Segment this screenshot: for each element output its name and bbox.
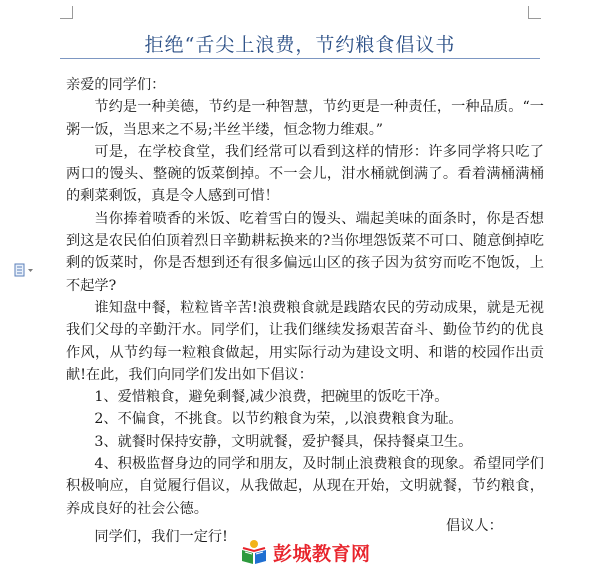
paragraph-1: 节约是一种美德，节约是一种智慧，节约更是一种责任，一种品质。“一粥一饭，当思来之不易;半丝半缕，恒念物力维艰。” <box>66 99 544 138</box>
proposal-item-4: 4、积极监督身边的同学和朋友，及时制止浪费粮食的现象。希望同学们积极响应，自觉履行倡议，从我做起，从现在开始，文明就餐，节约粮食，养成良好的社会公德。 <box>66 456 544 517</box>
proposal-item-3: 3、就餐时保持安静，文明就餐，爱护餐具，保持餐桌卫生。 <box>94 433 473 450</box>
title-underline <box>60 58 540 59</box>
closing-line: 同学们，我们一定行! <box>94 528 228 545</box>
site-logo <box>240 538 371 566</box>
crop-mark-top-right <box>528 6 541 19</box>
logo-text: 彭城教育网 <box>273 542 371 565</box>
paragraph-2: 可是，在学校食堂，我们经常可以看到这样的情形：许多同学将只吃了两口的馒头、整碗的饭菜倒掉。不一会儿，泔水桶就倒满了。看着满桶满桶的剩菜剩饭，真是令人感到可惜！ <box>66 143 544 205</box>
document-properties-icon[interactable] <box>14 263 36 277</box>
paragraph-3: 当你捧着喷香的米饭、吃着雪白的馒头、端起美味的面条时，你是否想到这是农民伯伯顶着烈日辛勤耕耘换来的?当你埋怨饭菜不可口、随意倒掉吃剩的饭菜时，你是否想到还有很多偏远山区的孩子因为贫穷而吃不饱饭，上不起学? <box>66 210 544 294</box>
proposal-item-2: 2、不偏食，不挑食。以节约粮食为荣，,以浪费粮食为耻。 <box>94 411 463 428</box>
book-icon <box>240 539 268 565</box>
proposal-item-1: 1、爱惜粮食，避免剩餐,减少浪费，把碗里的饭吃干净。 <box>94 389 449 406</box>
paragraph-4: 谁知盘中餐，粒粒皆辛苦!浪费粮食就是践踏农民的劳动成果，就是无视我们父母的辛勤汗水。同学们，让我们继续发扬艰苦奋斗、勤俭节约的优良作风，从节约每一粒粮食做起，用实际行动为建设文明、和谐的校园作出贡献!在此，我们向同学们发出如下倡议： <box>66 299 544 383</box>
document-title: 拒绝“舌尖上浪费，节约粮食倡议书 <box>144 34 456 56</box>
crop-mark-top-left <box>60 6 73 19</box>
signature-label: 倡议人： <box>446 518 503 534</box>
document-body <box>66 74 544 548</box>
salutation: 亲爱的同学们： <box>66 77 166 93</box>
